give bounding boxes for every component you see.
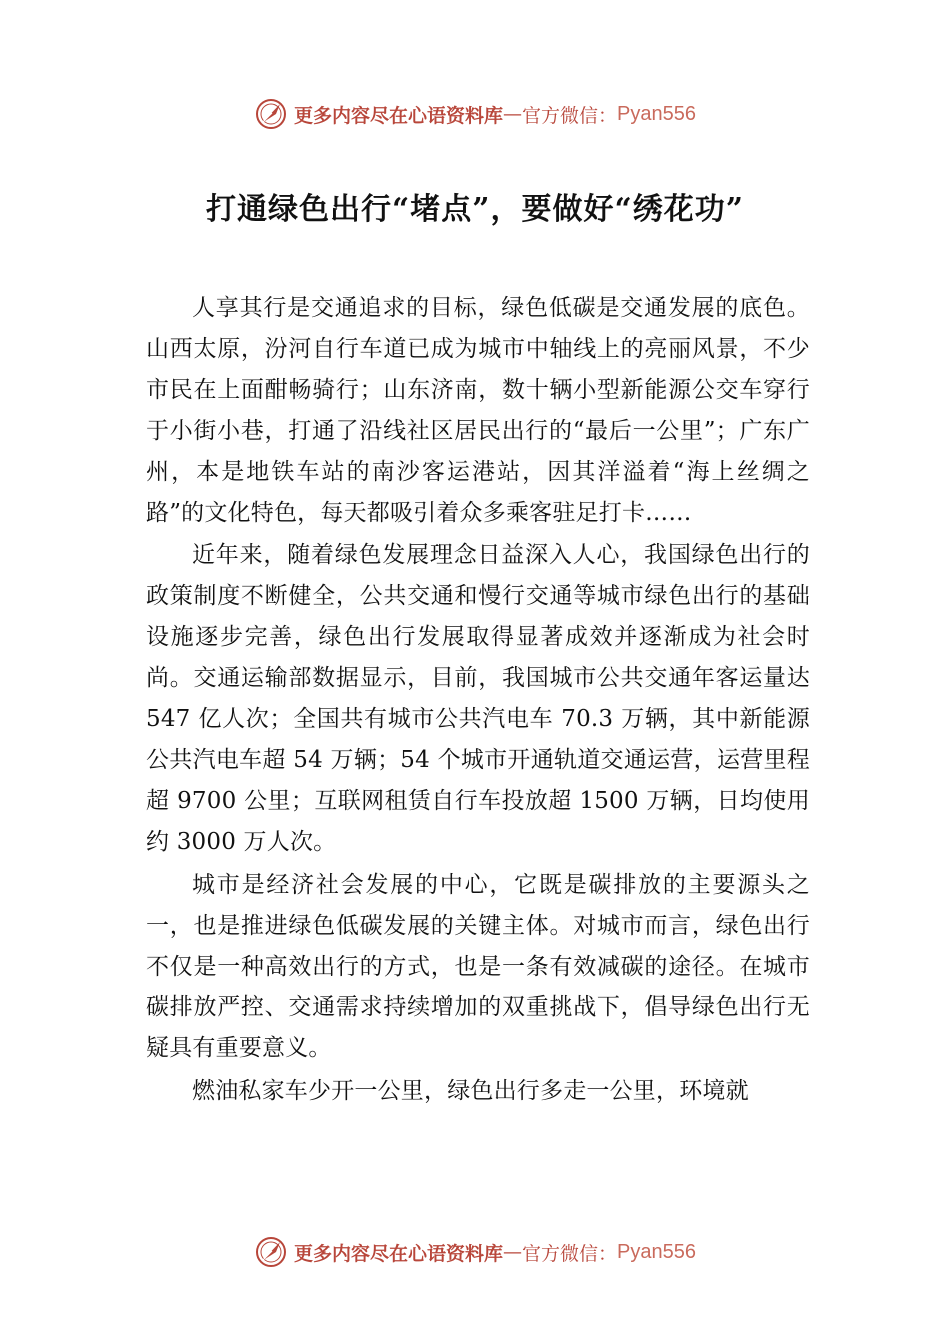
paragraph: 近年来，随着绿色发展理念日益深入人心，我国绿色出行的政策制度不断健全，公共交通和慢行交通等城市绿色出行的基础设施逐步完善，绿色出行发展取得显著成效并逐渐成为社会时尚。交通运输部数据显示，目前，我国城市公共交通年客运量达 547 亿人次；全国共有城市公共汽电车 70.3 万辆，其中新能源公共汽电车超 54 万辆；54 个城市开通轨道交通运营，运营里程超 9700 公里；互联网租赁自行车投放超 1500 万辆，日均使用约 3000 万人次。 xyxy=(146,542,810,855)
header-wechat-id: Pyan556 xyxy=(617,102,696,125)
header-watermark xyxy=(0,94,950,134)
article-title: 打通绿色出行“堵点”，要做好“绣花功” xyxy=(205,192,745,227)
paragraph: 城市是经济社会发展的中心，它既是碳排放的主要源头之一，也是推进绿色低碳发展的关键主体。对城市而言，绿色出行不仅是一种高效出行的方式，也是一条有效减碳的途径。在城市碳排放严控、交通需求持续增加的双重挑战下，倡导绿色出行无疑具有重要意义。 xyxy=(146,871,810,1062)
quill-logo-icon xyxy=(254,97,288,131)
paragraph: 人享其行是交通追求的目标，绿色低碳是交通发展的底色。山西太原，汾河自行车道已成为城市中轴线上的亮丽风景，不少市民在上面酣畅骑行；山东济南，数十辆小型新能源公交车穿行于小街小巷，打通了沿线社区居民出行的“最后一公里”；广东广州，本是地铁车站的南沙客运港站，因其洋溢着“海上丝绸之路”的文化特色，每天都吸引着众多乘客驻足打卡…… xyxy=(146,295,810,526)
footer-dash: — xyxy=(503,1241,523,1263)
header-brand-text: 更多内容尽在心语资料库 xyxy=(294,104,504,127)
footer-watermark xyxy=(0,1232,950,1272)
header-wechat-label: 官方微信： xyxy=(522,104,618,127)
quill-logo-icon xyxy=(254,1235,288,1269)
header-dash: — xyxy=(503,103,523,125)
footer-wechat-id: Pyan556 xyxy=(617,1240,696,1263)
article-body xyxy=(146,288,810,1114)
footer-wechat-label: 官方微信： xyxy=(522,1242,618,1265)
paragraph: 燃油私家车少开一公里，绿色出行多走一公里，环境就 xyxy=(192,1078,749,1105)
footer-brand-text: 更多内容尽在心语资料库 xyxy=(294,1242,504,1265)
